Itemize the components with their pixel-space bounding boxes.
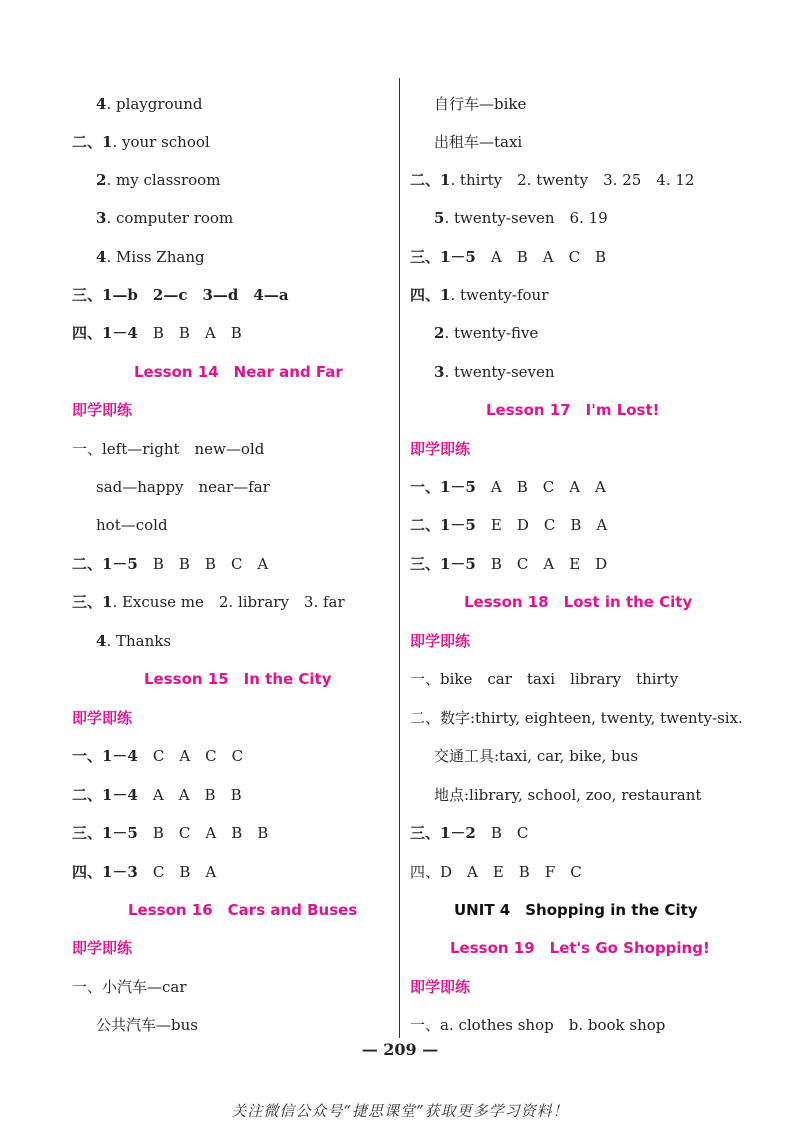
answer-line: 一、a. clothes shop b. book shop: [410, 1016, 666, 1034]
unit-4-title: UNIT 4 Shopping in the City: [454, 901, 698, 919]
lesson-19-heading: Lesson 19 Let's Go Shopping!: [450, 939, 710, 957]
answer-line: 四、D A E B F C: [410, 863, 582, 881]
answer-line: 一、bike car taxi library thirty: [410, 670, 679, 688]
page-number: — 209 —: [361, 1040, 439, 1059]
answer-line: 一、left—right new—old: [72, 440, 265, 458]
answer-line: 4. playground: [96, 95, 203, 113]
answer-line: 一、1－4 C A C C: [72, 747, 244, 765]
answer-line: 出租车—taxi: [434, 133, 523, 151]
answer-line: 四、1. twenty-four: [410, 286, 549, 304]
lesson-17-heading: Lesson 17 I'm Lost!: [486, 401, 660, 419]
answer-line: 3. computer room: [96, 209, 234, 227]
practice-label: 即学即练: [410, 440, 471, 458]
answer-line: 4. Miss Zhang: [96, 248, 205, 266]
answer-line: 二、1－5 B B B C A: [72, 555, 269, 573]
answer-line: 三、1. Excuse me 2. library 3. far: [72, 593, 345, 611]
answer-line: 二、数字:thirty, eighteen, twenty, twenty-six.: [410, 709, 743, 727]
practice-label: 即学即练: [410, 632, 471, 650]
lesson-18-heading: Lesson 18 Lost in the City: [464, 593, 693, 611]
answer-line: 四、1－4 B B A B: [72, 324, 242, 342]
answer-line: 地点:library, school, zoo, restaurant: [434, 786, 702, 804]
answer-line: 2. my classroom: [96, 171, 221, 189]
answer-line: 三、1－5 B C A E D: [410, 555, 608, 573]
answer-line: 公共汽车—bus: [96, 1016, 198, 1034]
lesson-14-heading: Lesson 14 Near and Far: [134, 363, 343, 381]
answer-line: hot—cold: [96, 516, 168, 534]
column-divider: [399, 78, 400, 1038]
answer-line: 三、1－2 B C: [410, 824, 529, 842]
footer-note: 关注微信公众号“捷思课堂”获取更多学习资料！: [231, 1102, 569, 1120]
practice-label: 即学即练: [72, 939, 133, 957]
answer-line: 二、1. your school: [72, 133, 210, 151]
answer-line: 一、小汽车—car: [72, 978, 187, 996]
answer-line: 二、1－5 E D C B A: [410, 516, 608, 534]
lesson-15-heading: Lesson 15 In the City: [144, 670, 332, 688]
answer-line: 2. twenty-five: [434, 324, 539, 342]
answer-line: 交通工具:taxi, car, bike, bus: [434, 747, 639, 765]
answer-line: 二、1－4 A A B B: [72, 786, 242, 804]
answer-line: 三、1－5 B C A B B: [72, 824, 269, 842]
practice-label: 即学即练: [410, 978, 471, 996]
answer-line: 自行车—bike: [434, 95, 527, 113]
lesson-16-heading: Lesson 16 Cars and Buses: [128, 901, 358, 919]
practice-label: 即学即练: [72, 709, 133, 727]
answer-line: 二、1. thirty 2. twenty 3. 25 4. 12: [410, 171, 695, 189]
answer-line: 三、1－5 A B A C B: [410, 248, 607, 266]
answer-line: sad—happy near—far: [96, 478, 270, 496]
answer-line: 3. twenty-seven: [434, 363, 555, 381]
practice-label: 即学即练: [72, 401, 133, 419]
answer-line: 一、1－5 A B C A A: [410, 478, 606, 496]
answer-line: 5. twenty-seven 6. 19: [434, 209, 608, 227]
answer-line: 四、1－3 C B A: [72, 863, 217, 881]
answer-line: 三、1—b 2—c 3—d 4—a: [72, 286, 289, 304]
answer-line: 4. Thanks: [96, 632, 172, 650]
